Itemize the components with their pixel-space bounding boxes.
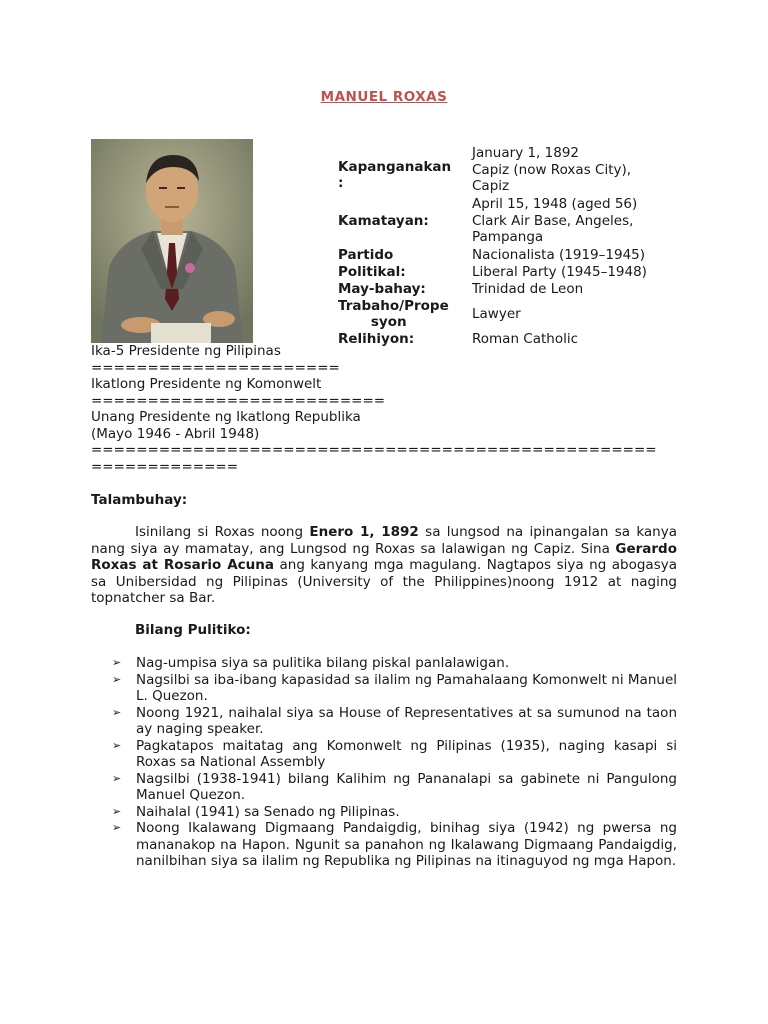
portrait-image bbox=[91, 139, 253, 343]
arrow-bullet-icon: ➢ bbox=[112, 656, 122, 669]
list-item bbox=[112, 804, 677, 821]
list-item-text: Nag-umpisa siya sa pulitika bilang piskal panlalawigan. bbox=[136, 655, 510, 671]
page-title: MANUEL ROXAS bbox=[320, 89, 448, 105]
title-line: Ikatlong Presidente ng Komonwelt bbox=[91, 376, 322, 392]
pulitiko-heading: Bilang Pulitiko: bbox=[135, 622, 251, 638]
separator-line: ================================================== bbox=[91, 442, 657, 458]
info-value: April 15, 1948 (aged 56) Clark Air Base, Angeles, Pampanga bbox=[472, 196, 638, 246]
list-item-text: Nagsilbi (1938-1941) bilang Kalihim ng Pananalapi sa gabinete ni Pangulong Manuel Quezon. bbox=[136, 770, 677, 803]
arrow-bullet-icon: ➢ bbox=[112, 771, 122, 785]
title-line: (Mayo 1946 - Abril 1948) bbox=[91, 425, 260, 442]
talambuhay-heading: Talambuhay: bbox=[91, 492, 188, 508]
list-item-text: Naihalal (1941) sa Senado ng Pilipinas. bbox=[136, 803, 400, 820]
arrow-bullet-icon: ➢ bbox=[112, 705, 122, 719]
arrow-bullet-icon: ➢ bbox=[112, 738, 122, 752]
separator-line: ============= bbox=[91, 458, 239, 475]
text: sa lungsod na ipinangalan sa kanya nang siya ay mamatay, ang Lungsod ng Roxas sa lalawigan ng Capiz. Sina bbox=[91, 524, 677, 557]
info-row-partido bbox=[338, 246, 658, 281]
list-item bbox=[112, 672, 677, 705]
info-label: Relihiyon: bbox=[338, 330, 415, 347]
arrow-bullet-icon: ➢ bbox=[112, 804, 122, 818]
arrow-bullet-icon: ➢ bbox=[112, 821, 122, 834]
info-value: Nacionalista (1919–1945) Liberal Party (1945–1948) bbox=[472, 247, 647, 280]
info-value: Lawyer bbox=[472, 305, 521, 322]
separator-line: ========================== bbox=[91, 392, 386, 409]
list-item bbox=[112, 771, 677, 804]
info-table bbox=[338, 144, 658, 347]
talambuhay-paragraph bbox=[91, 524, 677, 607]
info-label: Partido Politikal: bbox=[338, 247, 406, 280]
text: ang kanyang mga magulang. Nagtapos siya ng abogasya sa Unibersidad ng Pilipinas (University of the Philippines)noong 1912 at naging topnatcher sa Bar. bbox=[91, 557, 678, 606]
info-value: Roman Catholic bbox=[472, 330, 579, 347]
list-item-text: Nagsilbi sa iba-ibang kapasidad sa ilalim ng Pamahalaang Komonwelt ni Manuel L. Quezon. bbox=[136, 671, 677, 704]
info-label: Kapanganakan : bbox=[338, 158, 452, 191]
info-row-kamatayan bbox=[338, 196, 658, 246]
info-label: Kamatayan: bbox=[338, 212, 429, 229]
info-value: January 1, 1892 Capiz (now Roxas City), Capiz bbox=[472, 145, 632, 195]
text: Isinilang si Roxas noong bbox=[135, 524, 310, 540]
list-item bbox=[112, 820, 677, 870]
list-item-text: Pagkatapos maitatag ang Komonwelt ng Pilipinas (1935), naging kasapi si Roxas sa National Assembly bbox=[136, 737, 677, 770]
parents-names: Gerardo Roxas at Rosario Acuna bbox=[91, 540, 677, 573]
list-item-text: Noong Ikalawang Digmaang Pandaigdig, binihag siya (1942) ng pwersa ng mananakop na Hapon. Ngunit sa panahon ng Ikalawang Digmaang Pandaigdig, nanilbihan siya sa ilalim ng Republika ng Pilipinas na itinaguyod ng mga Hapon. bbox=[136, 820, 677, 869]
list-item bbox=[112, 738, 677, 771]
title-line: Ika-5 Presidente ng Pilipinas bbox=[91, 343, 281, 359]
portrait-painting bbox=[91, 139, 253, 343]
birth-date: Enero 1, 1892 bbox=[309, 524, 419, 540]
info-row-trabaho bbox=[338, 297, 658, 331]
info-row-may-bahay bbox=[338, 281, 658, 297]
list-item-text: Noong 1921, naihalal siya sa House of Representatives at sa sumunod na taon ay naging speaker. bbox=[136, 704, 677, 737]
info-label: May-bahay: bbox=[338, 280, 426, 297]
title-line: Unang Presidente ng Ikatlong Republika bbox=[91, 409, 361, 425]
info-value: Trinidad de Leon bbox=[472, 280, 584, 297]
arrow-bullet-icon: ➢ bbox=[112, 672, 122, 686]
list-item bbox=[112, 705, 677, 738]
list-item bbox=[112, 655, 677, 672]
pulitiko-list bbox=[112, 655, 677, 870]
info-row-kapanganakan bbox=[338, 144, 658, 196]
info-label: Trabaho/Prope syon bbox=[338, 297, 449, 330]
separator-line: ====================== bbox=[91, 359, 340, 376]
presidency-titles bbox=[91, 343, 657, 475]
